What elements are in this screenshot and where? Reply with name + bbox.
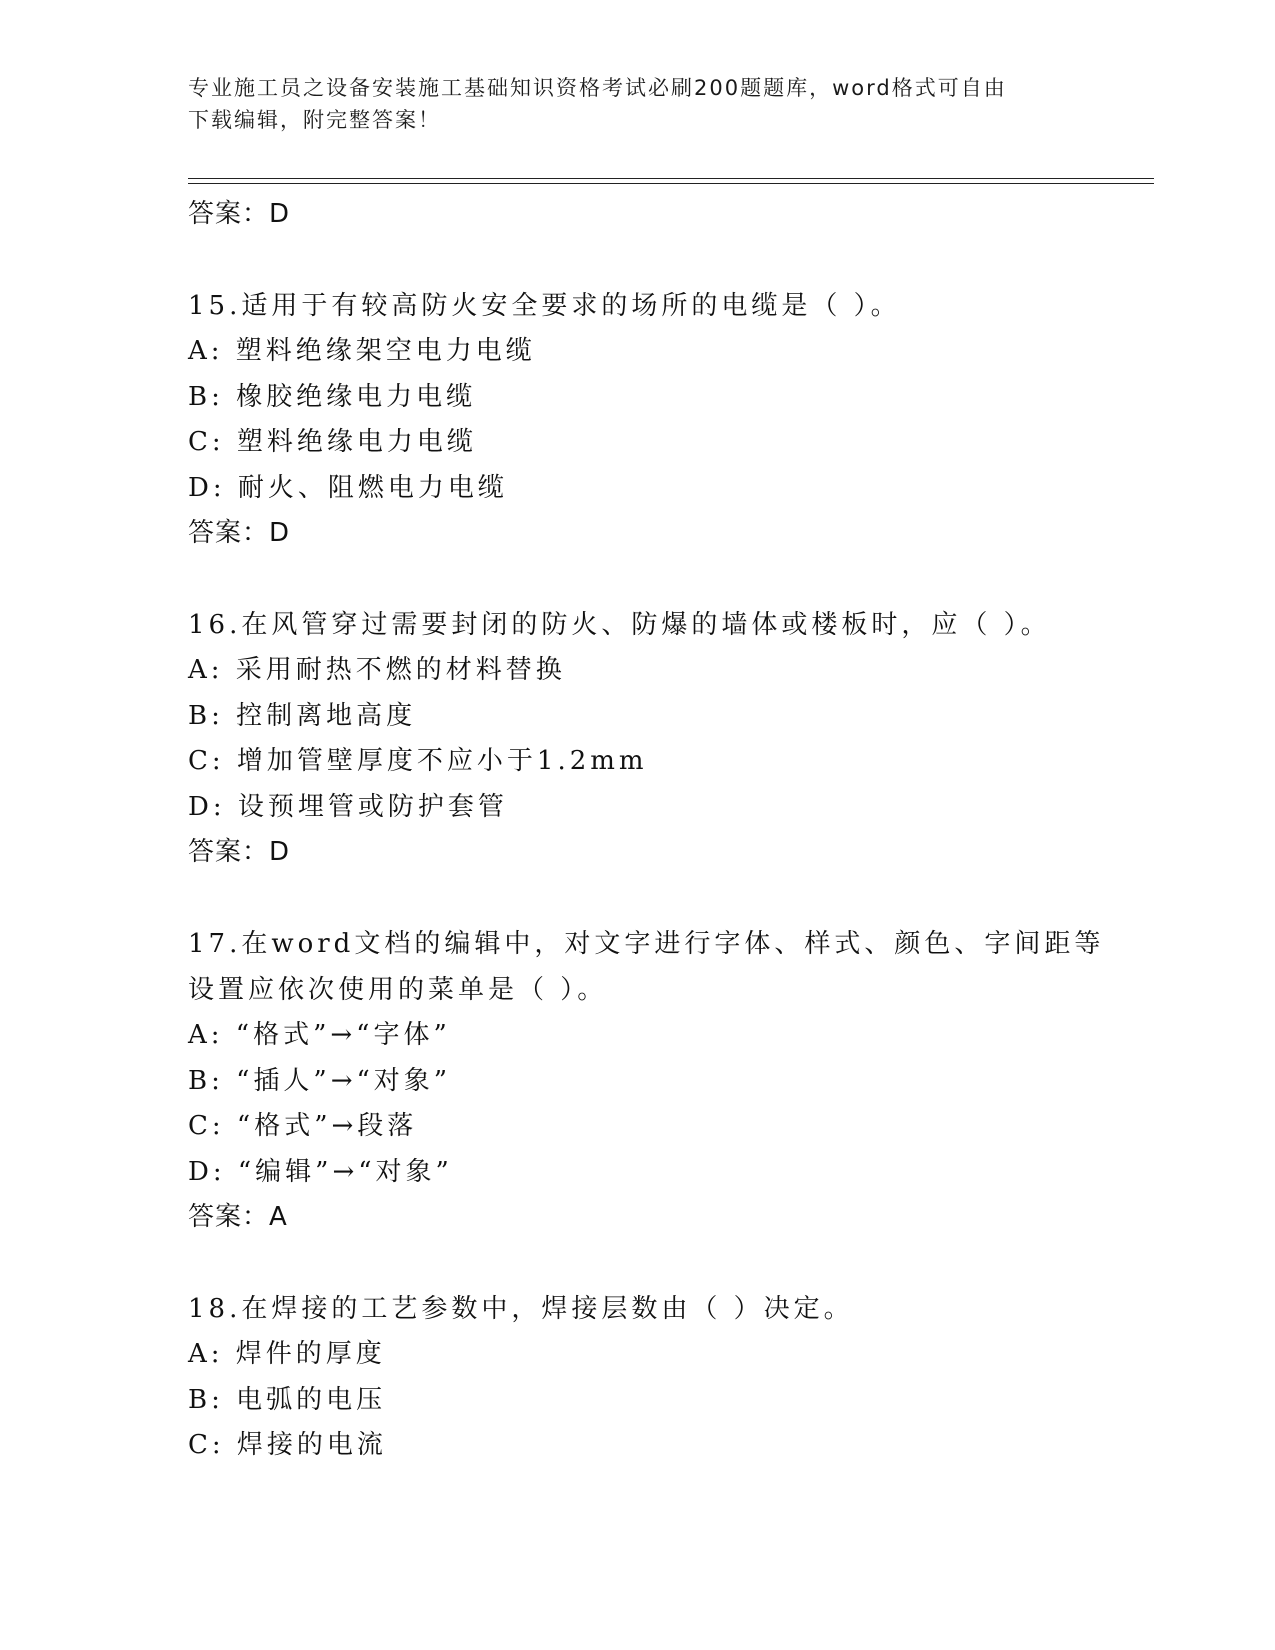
question-stem-line: 设置应依次使用的菜单是（ ）。: [188, 975, 608, 1005]
option-c: C: 焊接的电流: [188, 1430, 387, 1460]
question-16: [188, 602, 1148, 874]
option-c: C: “格式”→段落: [188, 1111, 418, 1141]
question-stem-line: 17.在word文档的编辑中，对文字进行字体、样式、颜色、字间距等: [188, 929, 1105, 959]
option-d: D: 耐火、阻燃电力电缆: [188, 472, 508, 503]
option-b: B: “插人”→“对象”: [188, 1065, 452, 1096]
previous-answer: 答案：D: [188, 199, 291, 229]
question-list: [188, 192, 1148, 1469]
page-header: [188, 72, 1068, 136]
option-c: C: 增加管壁厚度不应小于1.2mm: [188, 746, 648, 776]
question-stem: [188, 283, 1148, 329]
option-d: D: 设预埋管或防护套管: [188, 791, 508, 822]
question-18: [188, 1286, 1148, 1469]
question-stem: [188, 602, 1148, 648]
option-b: B: 电弧的电压: [188, 1384, 387, 1415]
question-stem: [188, 1286, 1148, 1332]
header-divider-bottom: [188, 183, 1154, 184]
header-divider-top: [188, 178, 1154, 179]
option-c: C: 塑料绝缘电力电缆: [188, 427, 477, 457]
question-stem-line: 16.在风管穿过需要封闭的防火、防爆的墙体或楼板时，应（ ）。: [188, 610, 1051, 640]
option-a: A: “格式”→“字体”: [188, 1020, 451, 1050]
answer-label: 答案：A: [188, 1202, 288, 1232]
option-b: B: 橡胶绝缘电力电缆: [188, 381, 477, 412]
header-line-2: 下载编辑，附完整答案！: [188, 108, 441, 132]
question-stem: [188, 921, 1148, 1013]
option-b: B: 控制离地高度: [188, 700, 417, 731]
question-stem-line: 18.在焊接的工艺参数中，焊接层数由（ ）决定。: [188, 1294, 854, 1324]
question-15: [188, 283, 1148, 555]
answer-label: 答案：D: [188, 518, 291, 548]
option-a: A: 塑料绝缘架空电力电缆: [188, 336, 536, 366]
question-stem-line: 15.适用于有较高防火安全要求的场所的电缆是（ ）。: [188, 291, 901, 321]
option-d: D: “编辑”→“对象”: [188, 1156, 453, 1187]
question-17: [188, 921, 1148, 1239]
answer-label: 答案：D: [188, 837, 291, 867]
header-line-1: 专业施工员之设备安装施工基础知识资格考试必刷200题题库，word格式可自由: [188, 76, 1007, 100]
option-a: A: 焊件的厚度: [188, 1339, 386, 1369]
option-a: A: 采用耐热不燃的材料替换: [188, 655, 566, 685]
